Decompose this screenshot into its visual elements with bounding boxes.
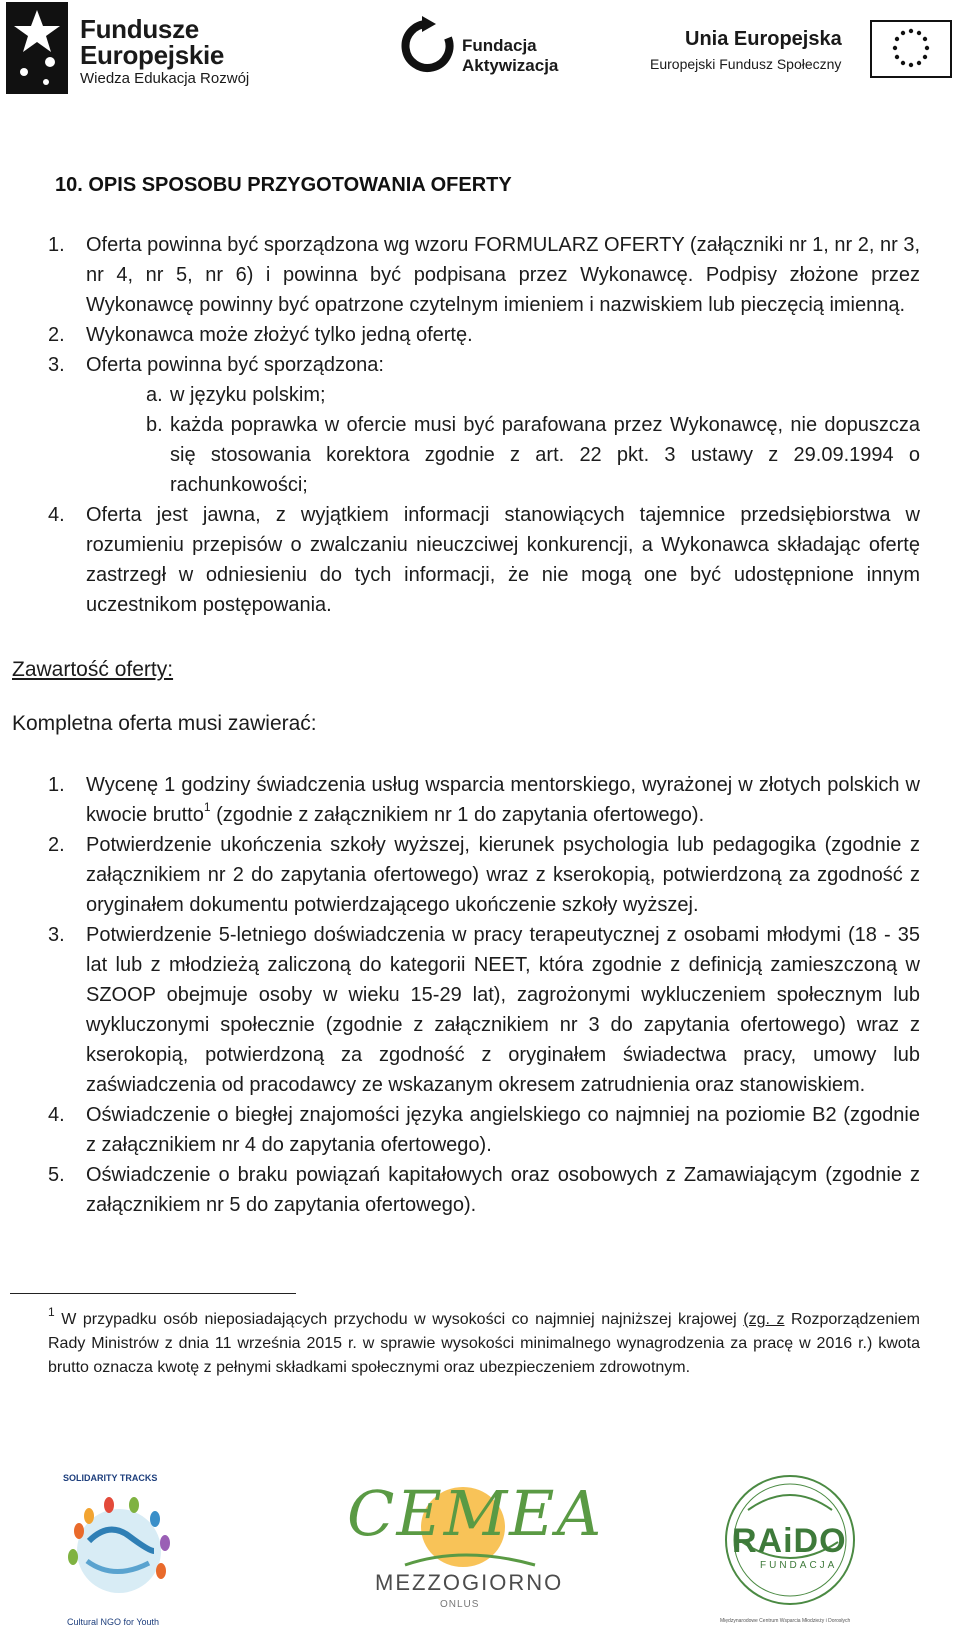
list-item [48, 1100, 920, 1160]
list-text: Potwierdzenie ukończenia szkoły wyższej, kierunek psychologia lub pedagogika (zgodnie z załącznikiem nr 2 do zapytania ofertowego) wraz z kserokopią, potwierdzoną za zgodność z oryginałem dokumentu potwierdzającego ukończenie szkoły wyższej. [86, 834, 920, 916]
list-number: 1. [48, 234, 65, 256]
list-text: Oferta powinna być sporządzona wg wzoru FORMULARZ OFERTY (załączniki nr 1, nr 2, nr 3, nr 4, nr 5, nr 6) i powinna być podpisana przez Wykonawcę. Podpisy złożone przez Wykonawcę powinny być opatrzone czytelnym imieniem i nazwiskiem lub pieczęcią imienną. [86, 234, 921, 316]
footnote-text-cont: Rozporządzeniem Rady Ministrów z dnia 11 września 2015 r. w sprawie wysokości minimalnego wynagrodzenia za pracę w 2016 r.) kwota brutto oznacza kwotę z pełnymi składkami społecznymi oraz ubezpieczeniem zdrowotnym. [48, 1311, 920, 1376]
cemea-line3: ONLUS [440, 1599, 480, 1610]
contents-intro: Kompletna oferta musi zawierać: [12, 712, 317, 735]
list-item [48, 500, 920, 620]
fe-line3: Wiedza Edukacja Rozwój [80, 70, 250, 87]
list-text-cont: (zgodnie z załącznikiem nr 1 do zapytania ofertowego). [210, 804, 705, 826]
fe-line1: Fundusze [80, 14, 199, 44]
header-logos [0, 0, 960, 110]
sublist-item [122, 380, 920, 410]
fa-line1: Fundacja [462, 36, 537, 55]
raido-line2: FUNDACJA [760, 1560, 838, 1571]
solidarity-line2: Cultural NGO for Youth [67, 1617, 160, 1627]
solidarity-tracks-logo [55, 1465, 195, 1635]
raido-line1: RAiDO [732, 1522, 847, 1560]
list-text: Oświadczenie o biegłej znajomości języka angielskiego co najmniej na poziomie B2 (zgodnie z załącznikiem nr 4 do zapytania ofertowego). [86, 1104, 920, 1156]
list-text: Oświadczenie o braku powiązań kapitałowych oraz osobowych z Zamawiającym (zgodnie z załącznikiem nr 5 do zapytania ofertowego). [86, 1164, 920, 1216]
list-item [48, 770, 920, 830]
cemea-mezzogiorno-logo [345, 1465, 604, 1635]
sublist-item [122, 410, 920, 500]
fundacja-aktywizacja-logo [400, 16, 570, 86]
list-number: 3. [48, 924, 65, 946]
solidarity-line1: SOLIDARITY TRACKS [63, 1473, 158, 1483]
footnote-separator [10, 1293, 296, 1294]
ue-line1: Unia Europejska [685, 28, 842, 50]
footnote [48, 1304, 920, 1380]
footnote-text: W przypadku osób nieposiadających przychodu w wysokości co najmniej najniższej krajowej [54, 1311, 744, 1328]
fe-line2: Europejskie [80, 40, 225, 70]
list-text: Oferta powinna być sporządzona: [86, 354, 384, 376]
globe-footprints-icon [59, 1491, 179, 1611]
contents-heading: Zawartość oferty: [12, 658, 174, 681]
fa-line2: Aktywizacja [462, 56, 559, 75]
list-number: 2. [48, 834, 65, 856]
list-text: Potwierdzenie 5-letniego doświadczenia w pracy terapeutycznej z osobami młodymi (18 - 35 lat lub z młodzieżą zaliczoną do kategorii NEET, która zgodnie z definicją zamieszczoną w SZOOP obejmuje osoby w wieku 15-29 lat), zagrożonymi wykluczeniem społecznym lub wykluczonymi społecznie (zgodnie z załącznikiem nr 3 do zapytania ofertowego) wraz z kserokopią, potwierdzoną za zgodność z oryginałem świadectwa pracy, umowy lub zaświadczenia od pracodawcy ze wskazanym okresem zatrudnienia oraz stanowiskiem. [86, 924, 920, 1096]
list-text: Oferta jest jawna, z wyjątkiem informacji stanowiących tajemnice przedsiębiorstwa w rozumieniu przepisów o zwalczaniu nieuczciwej konkurencji, a Wykonawca składając ofertę zastrzegł w odniesieniu do tych informacji, że nie mogą one być udostępnione innym uczestnikom postępowania. [86, 504, 920, 616]
list-number: 4. [48, 1104, 65, 1126]
ue-line2: Europejski Fundusz Społeczny [650, 56, 842, 72]
list-item [48, 350, 920, 380]
sublist-letter: b. [146, 414, 163, 436]
fa-circle-arrow-icon [400, 16, 456, 78]
preparation-list [48, 230, 920, 620]
sublist-letter: a. [146, 384, 163, 406]
footnote-reference[interactable]: 1 [203, 800, 211, 815]
list-item [48, 320, 920, 350]
contents-list [48, 770, 920, 1220]
sublist-text: w języku polskim; [170, 384, 326, 406]
section-title: 10. OPIS SPOSOBU PRZYGOTOWANIA OFERTY [55, 174, 512, 196]
list-text: Wycenę 1 godziny świadczenia usług wsparcia mentorskiego, wyrażonej w złotych polskich w kwocie brutto [86, 774, 920, 826]
list-text: Wykonawca może złożyć tylko jedną ofertę. [86, 324, 473, 346]
footnote-underlined: (zg. z [743, 1311, 785, 1328]
fundusze-europejskie-logo [6, 2, 276, 96]
list-number: 5. [48, 1164, 65, 1186]
raido-line3: Międzynarodowe Centrum Wsparcia Młodzieży i Dorosłych [720, 1618, 851, 1624]
list-number: 1. [48, 774, 65, 796]
cemea-line2: MEZZOGIORNO [375, 1570, 564, 1595]
footnote-mark: 1 [48, 1304, 55, 1319]
sublist-text: każda poprawka w ofercie musi być parafowana przez Wykonawcę, nie dopuszcza się stosowania korektora zgodnie z art. 22 pkt. 3 ustawy z 29.09.1994 o rachunkowości; [170, 414, 920, 496]
list-number: 3. [48, 354, 65, 376]
list-item [48, 920, 920, 1100]
list-number: 2. [48, 324, 65, 346]
cemea-line1: CEMEA [347, 1477, 604, 1550]
eu-flag-icon [870, 20, 952, 78]
list-number: 4. [48, 504, 65, 526]
raido-fundacja-logo [720, 1470, 860, 1640]
fe-star-icon [6, 2, 72, 96]
list-item [48, 1160, 920, 1220]
unia-europejska-logo [650, 20, 955, 90]
list-item [48, 230, 920, 320]
list-item [48, 830, 920, 920]
